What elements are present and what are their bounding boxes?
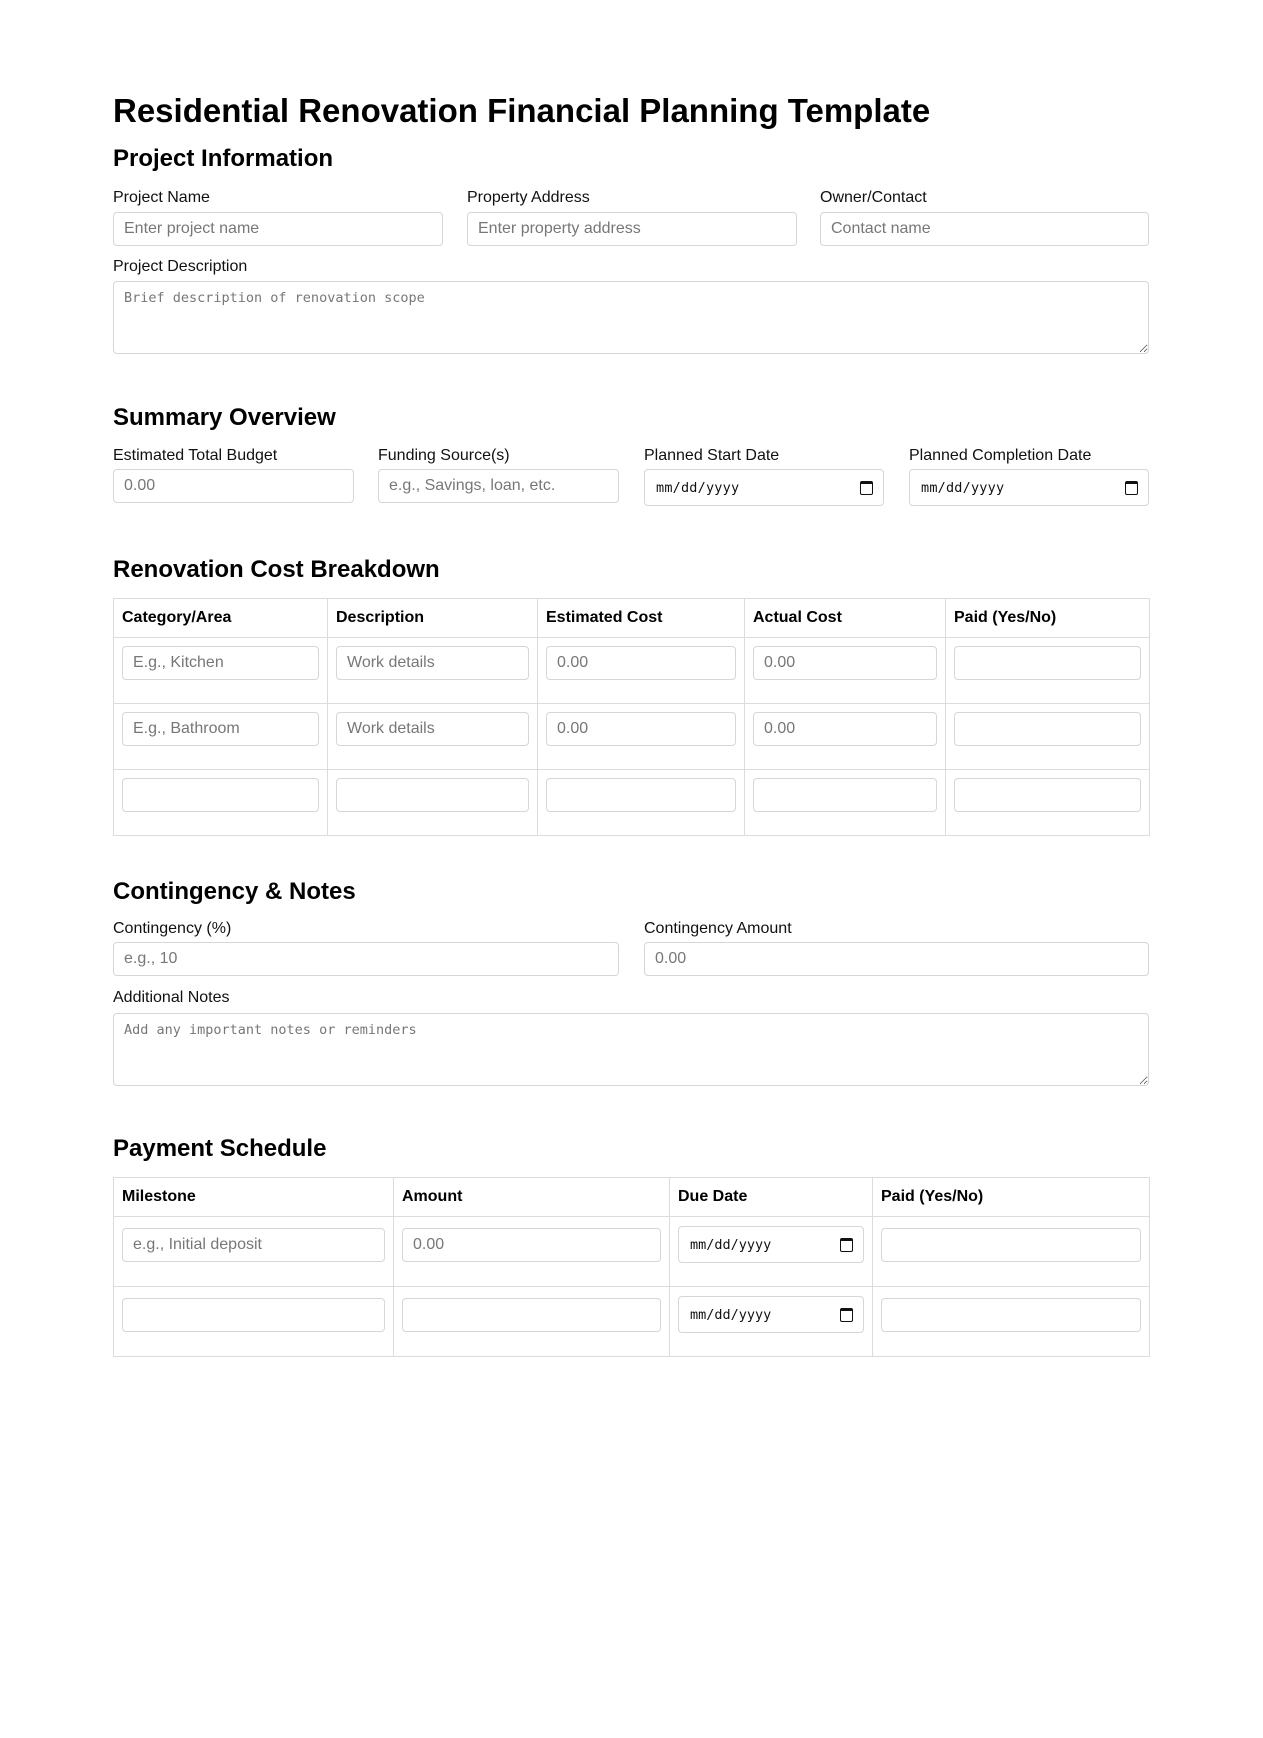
description-input[interactable] <box>336 712 529 746</box>
section-heading-payment-schedule: Payment Schedule <box>113 1135 327 1162</box>
description-input[interactable] <box>336 646 529 680</box>
actual-cost-input[interactable] <box>753 712 937 746</box>
column-header-estimated-cost: Estimated Cost <box>538 599 745 638</box>
contingency-amount-input[interactable] <box>644 942 1149 976</box>
planned-completion-date-label: Planned Completion Date <box>909 447 1092 464</box>
cost-breakdown-table <box>113 598 1150 836</box>
estimated-cost-input[interactable] <box>546 778 736 812</box>
funding-source-label: Funding Source(s) <box>378 447 510 464</box>
funding-source-input[interactable] <box>378 469 619 503</box>
column-header-amount: Amount <box>394 1178 670 1217</box>
estimated-cost-input[interactable] <box>546 646 736 680</box>
payment-schedule-table <box>113 1177 1150 1357</box>
category-input[interactable] <box>122 646 319 680</box>
contingency-percent-input[interactable] <box>113 942 619 976</box>
column-header-description: Description <box>328 599 538 638</box>
paid-input[interactable] <box>881 1298 1141 1332</box>
contingency-amount-label: Contingency Amount <box>644 920 792 937</box>
column-header-actual-cost: Actual Cost <box>745 599 946 638</box>
column-header-paid: Paid (Yes/No) <box>946 599 1150 638</box>
planned-start-date-input[interactable] <box>644 469 884 506</box>
project-name-input[interactable] <box>113 212 443 246</box>
estimated-budget-input[interactable] <box>113 469 354 503</box>
table-header-row <box>114 599 1150 638</box>
description-input[interactable] <box>336 778 529 812</box>
date-format-text: mm/dd/yyyy <box>656 479 740 496</box>
section-heading-cost-breakdown: Renovation Cost Breakdown <box>113 556 440 583</box>
calendar-icon[interactable] <box>1125 481 1138 495</box>
estimated-budget-label: Estimated Total Budget <box>113 447 278 464</box>
property-address-label: Property Address <box>467 189 590 206</box>
planned-completion-date-input[interactable] <box>909 469 1149 506</box>
estimated-cost-input[interactable] <box>546 712 736 746</box>
section-heading-summary-overview: Summary Overview <box>113 404 336 431</box>
additional-notes-label: Additional Notes <box>113 989 230 1006</box>
column-header-category: Category/Area <box>114 599 328 638</box>
table-row <box>114 704 1150 770</box>
renovation-form-page <box>113 0 1149 1323</box>
property-address-input[interactable] <box>467 212 797 246</box>
section-heading-project-information: Project Information <box>113 145 334 172</box>
paid-input[interactable] <box>954 778 1141 812</box>
additional-notes-textarea[interactable] <box>113 1013 1149 1086</box>
milestone-input[interactable] <box>122 1228 385 1262</box>
page-title: Residential Renovation Financial Planning Template <box>113 92 931 129</box>
paid-input[interactable] <box>954 646 1141 680</box>
calendar-icon[interactable] <box>840 1308 853 1322</box>
owner-contact-label: Owner/Contact <box>820 189 927 206</box>
due-date-input[interactable] <box>678 1296 864 1333</box>
category-input[interactable] <box>122 712 319 746</box>
table-row <box>114 638 1150 704</box>
milestone-input[interactable] <box>122 1298 385 1332</box>
category-input[interactable] <box>122 778 319 812</box>
amount-input[interactable] <box>402 1228 661 1262</box>
calendar-icon[interactable] <box>840 1238 853 1252</box>
due-date-input[interactable] <box>678 1226 864 1263</box>
contingency-percent-label: Contingency (%) <box>113 920 232 937</box>
calendar-icon[interactable] <box>860 481 873 495</box>
column-header-milestone: Milestone <box>114 1178 394 1217</box>
project-name-label: Project Name <box>113 189 210 206</box>
actual-cost-input[interactable] <box>753 646 937 680</box>
project-description-label: Project Description <box>113 258 248 275</box>
actual-cost-input[interactable] <box>753 778 937 812</box>
table-row <box>114 1287 1150 1357</box>
paid-input[interactable] <box>881 1228 1141 1262</box>
table-header-row <box>114 1178 1150 1217</box>
column-header-due-date: Due Date <box>670 1178 873 1217</box>
date-format-text: mm/dd/yyyy <box>690 1236 772 1253</box>
date-format-text: mm/dd/yyyy <box>921 479 1005 496</box>
section-heading-contingency-notes: Contingency & Notes <box>113 878 356 905</box>
paid-input[interactable] <box>954 712 1141 746</box>
owner-contact-input[interactable] <box>820 212 1149 246</box>
table-row <box>114 770 1150 836</box>
date-format-text: mm/dd/yyyy <box>690 1306 772 1323</box>
planned-start-date-label: Planned Start Date <box>644 447 780 464</box>
amount-input[interactable] <box>402 1298 661 1332</box>
column-header-paid: Paid (Yes/No) <box>873 1178 1150 1217</box>
table-row <box>114 1217 1150 1287</box>
project-description-textarea[interactable] <box>113 281 1149 354</box>
